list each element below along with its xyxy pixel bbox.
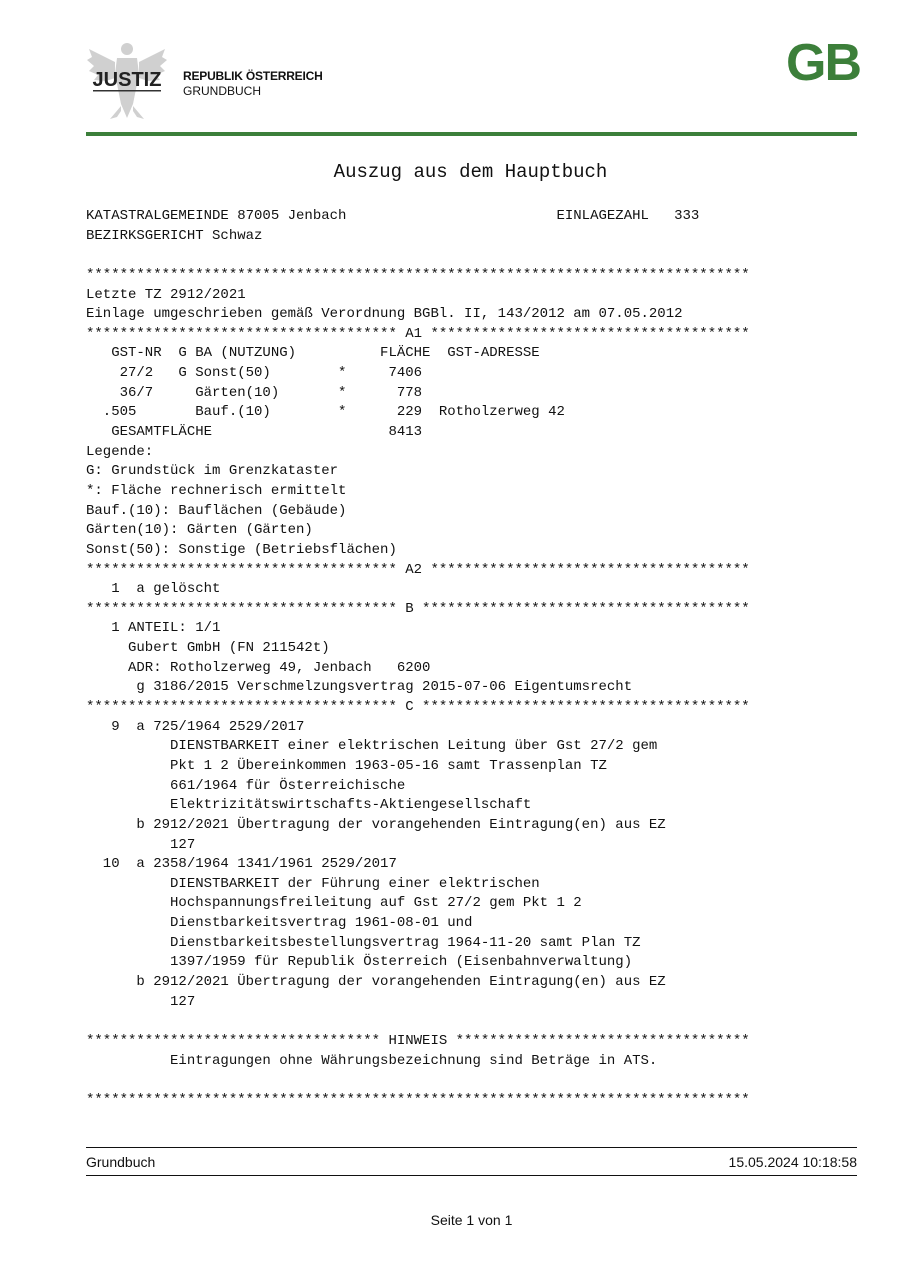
document-line: DIENSTBARKEIT der Führung einer elektrischen xyxy=(86,875,540,892)
document-line xyxy=(86,1071,857,1091)
document-line: Gubert GmbH (FN 211542t) xyxy=(86,640,330,657)
document-line: Eintragungen ohne Währungsbezeichnung sind Beträge in ATS. xyxy=(86,1052,658,1069)
document-line xyxy=(86,1012,857,1032)
document-line: g 3186/2015 Verschmelzungsvertrag 2015-07-06 Eigentumsrecht xyxy=(86,679,633,696)
document-line: b 2912/2021 Übertragung der vorangehenden Eintragung(en) aus EZ xyxy=(86,973,666,990)
document-line: 127 xyxy=(86,993,196,1010)
document-line: *********************************** HINWEIS *********************************** xyxy=(86,1032,750,1049)
footer-rule-top xyxy=(86,1147,857,1148)
page-number: Seite 1 von 1 xyxy=(430,1212,513,1228)
document-line: GST-NR G BA (NUTZUNG) FLÄCHE GST-ADRESSE xyxy=(86,345,540,362)
footer-rule-bottom xyxy=(86,1175,857,1176)
issuer xyxy=(183,69,323,99)
document-line: *: Fläche rechnerisch ermittelt xyxy=(86,482,347,499)
document-line: b 2912/2021 Übertragung der vorangehenden Eintragung(en) aus EZ xyxy=(86,816,666,833)
document-line: 9 a 725/1964 2529/2017 xyxy=(86,718,305,735)
document-line: ************************************* B *************************************** xyxy=(86,600,750,617)
document-line: Legende: xyxy=(86,443,154,460)
document-line: ADR: Rotholzerweg 49, Jenbach 6200 xyxy=(86,659,431,676)
document-line: Dienstbarkeitsvertrag 1961-08-01 und xyxy=(86,915,473,932)
document-line: 36/7 Gärten(10) * 778 xyxy=(86,384,423,401)
document-line: 127 xyxy=(86,836,196,853)
document-line: 10 a 2358/1964 1341/1961 2529/2017 xyxy=(86,856,397,873)
document-line: ************************************* C *************************************** xyxy=(86,699,750,716)
document-line: G: Grundstück im Grenzkataster xyxy=(86,463,339,480)
document-line: KATASTRALGEMEINDE 87005 Jenbach EINLAGEZAHL 333 xyxy=(86,208,700,224)
document-title: Auszug aus dem Hauptbuch xyxy=(333,161,608,183)
document-line: ******************************************************************************* xyxy=(86,1091,750,1108)
document-line: ************************************* A2 ************************************** xyxy=(86,561,750,578)
document-line: 1 ANTEIL: 1/1 xyxy=(86,620,221,637)
document-line: Elektrizitätswirtschafts-Aktiengesellschaft xyxy=(86,797,532,814)
header-rule xyxy=(86,132,857,136)
document-line: Gärten(10): Gärten (Gärten) xyxy=(86,522,313,539)
footer-timestamp: 15.05.2024 10:18:58 xyxy=(728,1154,857,1170)
org-name: REPUBLIK ÖSTERREICH xyxy=(183,69,323,83)
document-line: GESAMTFLÄCHE 8413 xyxy=(86,424,423,441)
logo-text: JUSTIZ xyxy=(92,69,162,91)
document-line: BEZIRKSGERICHT Schwaz xyxy=(86,227,263,244)
document-body xyxy=(86,207,857,1110)
org-department: GRUNDBUCH xyxy=(183,84,261,98)
document-line: Sonst(50): Sonstige (Betriebsflächen) xyxy=(86,541,397,558)
document-line: Letzte TZ 2912/2021 xyxy=(86,286,246,303)
gb-badge: GB xyxy=(786,34,860,92)
document-line: 27/2 G Sonst(50) * 7406 xyxy=(86,365,423,382)
document-line: Einlage umgeschrieben gemäß Verordnung BGBl. II, 143/2012 am 07.05.2012 xyxy=(86,306,683,323)
justiz-logo xyxy=(86,40,168,122)
document-line: DIENSTBARKEIT einer elektrischen Leitung über Gst 27/2 gem xyxy=(86,738,658,755)
document-line xyxy=(86,246,857,266)
document-line: Bauf.(10): Bauflächen (Gebäude) xyxy=(86,502,347,519)
document-line: Hochspannungsfreileitung auf Gst 27/2 gem Pkt 1 2 xyxy=(86,895,582,912)
document-line: ******************************************************************************* xyxy=(86,266,750,283)
document-line: .505 Bauf.(10) * 229 Rotholzerweg 42 xyxy=(86,404,565,421)
document-line: 661/1964 für Österreichische xyxy=(86,777,406,794)
document-line: Dienstbarkeitsbestellungsvertrag 1964-11-20 samt Plan TZ xyxy=(86,934,641,951)
document-line: ************************************* A1 ************************************** xyxy=(86,325,750,342)
document-line: Pkt 1 2 Übereinkommen 1963-05-16 samt Trassenplan TZ xyxy=(86,757,607,774)
document-line: 1 a gelöscht xyxy=(86,581,221,598)
document-line: 1397/1959 für Republik Österreich (Eisenbahnverwaltung) xyxy=(86,954,633,971)
footer-label: Grundbuch xyxy=(86,1154,156,1170)
